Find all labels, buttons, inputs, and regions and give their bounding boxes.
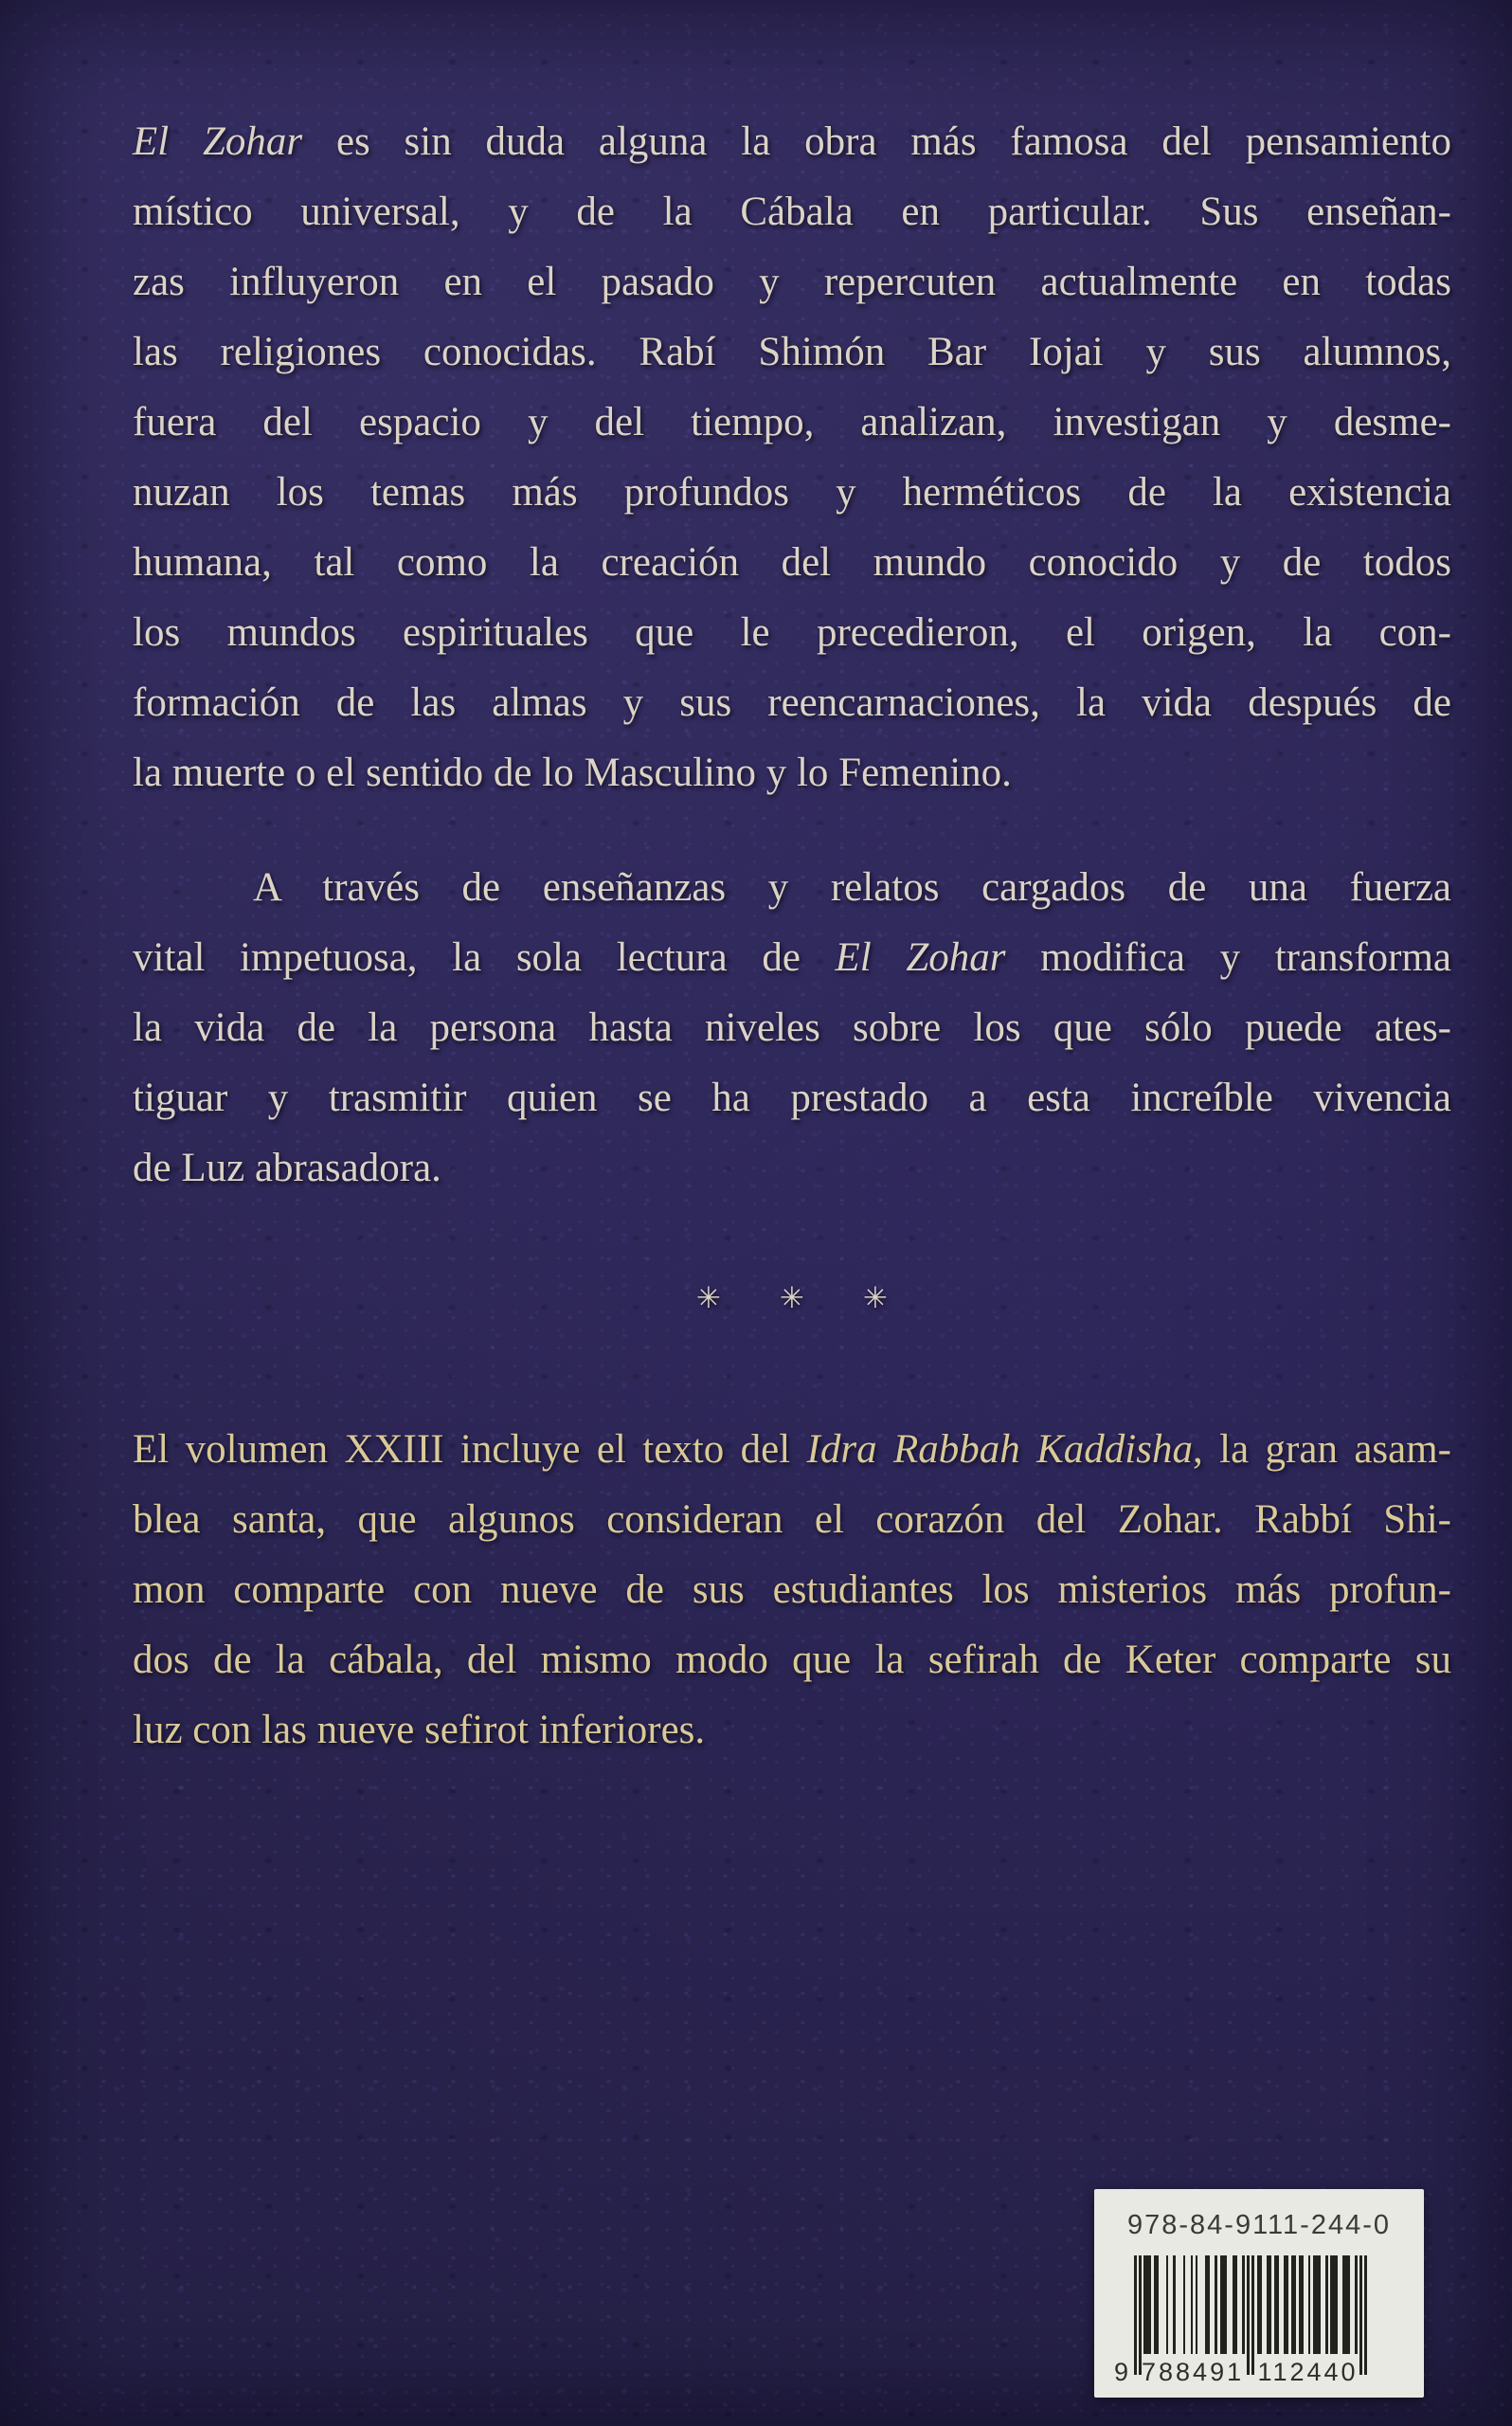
barcode-bar bbox=[1234, 2255, 1237, 2354]
text-line bbox=[133, 1133, 1451, 1204]
barcode-bar bbox=[1242, 2255, 1245, 2354]
text-line bbox=[133, 177, 1451, 247]
text-line bbox=[133, 458, 1451, 528]
barcode-bar bbox=[1208, 2255, 1211, 2354]
text-line bbox=[133, 247, 1451, 317]
barcode-digits-right: 112440 bbox=[1257, 2358, 1359, 2386]
text-line bbox=[133, 993, 1451, 1063]
barcode-bar bbox=[1347, 2255, 1350, 2354]
text-segment: , la gran asam- bbox=[1193, 1427, 1452, 1472]
text-segment: mon comparte con nueve de sus estudiantes los misterios más profun- bbox=[133, 1567, 1451, 1612]
barcode-bar bbox=[1196, 2255, 1198, 2354]
italic-title-text: El Zohar bbox=[835, 935, 1006, 980]
barcode-bar bbox=[1318, 2255, 1321, 2354]
text-segment: blea santa, que algunos consideran el corazón del Zohar. Rabbí Shi- bbox=[133, 1497, 1451, 1542]
text-line bbox=[133, 528, 1451, 598]
text-segment: místico universal, y de la Cábala en particular. Sus enseñan- bbox=[133, 190, 1451, 234]
text-line bbox=[133, 1063, 1451, 1133]
barcode-bar bbox=[1215, 2255, 1217, 2354]
barcode-bar bbox=[1325, 2255, 1328, 2354]
asterisk-icon: ✳ bbox=[780, 1281, 804, 1315]
text-segment: las religiones conocidas. Rabí Shimón Bar Iojai y sus alumnos, bbox=[133, 330, 1451, 374]
barcode-bar bbox=[1269, 2255, 1271, 2354]
text-segment: El volumen XXIII incluye el texto del bbox=[133, 1427, 807, 1472]
barcode-bar bbox=[1225, 2255, 1228, 2354]
text-segment: de Luz abrasadora. bbox=[133, 1146, 441, 1190]
text-segment: vital impetuosa, la sola lectura de bbox=[133, 935, 836, 980]
barcode-bar bbox=[1287, 2255, 1289, 2354]
barcode-bar bbox=[1259, 2255, 1262, 2354]
text-line bbox=[133, 107, 1451, 177]
barcode-bar bbox=[1301, 2255, 1304, 2354]
text-line bbox=[133, 668, 1451, 738]
text-segment: dos de la cábala, del mismo modo que la sefirah de Keter comparte su bbox=[133, 1638, 1451, 1682]
synopsis-text-block bbox=[133, 107, 1451, 1765]
barcode-bar bbox=[1191, 2255, 1194, 2354]
barcode-bar bbox=[1156, 2255, 1159, 2354]
barcode-bar bbox=[1149, 2255, 1152, 2354]
italic-title-text: Idra Rabbah Kaddisha bbox=[806, 1427, 1193, 1472]
text-line bbox=[133, 1695, 1451, 1765]
barcode-bar bbox=[1293, 2255, 1296, 2354]
text-segment: formación de las almas y sus reencarnaciones, la vida después de bbox=[133, 680, 1451, 725]
text-line bbox=[133, 388, 1451, 458]
isbn-barcode-label bbox=[1094, 2189, 1424, 2398]
barcode-bar bbox=[1276, 2255, 1279, 2354]
volume-description-paragraph bbox=[133, 1415, 1451, 1765]
text-segment: modifica y transforma bbox=[1005, 935, 1451, 980]
text-segment: la vida de la persona hasta niveles sobre los que sólo puede ates- bbox=[133, 1005, 1451, 1050]
text-segment: tiguar y trasmitir quien se ha prestado a esta increíble vivencia bbox=[133, 1076, 1451, 1120]
text-segment: la muerte o el sentido de lo Masculino y lo Femenino. bbox=[133, 751, 1012, 795]
text-line bbox=[133, 1625, 1451, 1695]
text-line bbox=[133, 853, 1451, 923]
text-line bbox=[133, 738, 1451, 808]
asterisk-separator bbox=[133, 1262, 1451, 1334]
barcode-bar bbox=[1355, 2255, 1358, 2354]
text-line bbox=[133, 1555, 1451, 1625]
text-segment: humana, tal como la creación del mundo conocido y de todos bbox=[133, 540, 1451, 585]
text-line bbox=[133, 923, 1451, 993]
barcode-bar bbox=[1173, 2255, 1176, 2354]
text-segment: nuzan los temas más profundos y herméticos de la existencia bbox=[133, 470, 1451, 515]
asterisk-icon: ✳ bbox=[862, 1281, 888, 1315]
text-segment: luz con las nueve sefirot inferiores. bbox=[133, 1708, 706, 1752]
italic-title-text: El Zohar bbox=[133, 119, 303, 164]
text-segment: A través de enseñanzas y relatos cargados de una fuerza bbox=[253, 865, 1451, 910]
text-segment: zas influyeron en el pasado y repercuten actualmente en todas bbox=[133, 260, 1451, 304]
barcode-digits-left: 788491 bbox=[1142, 2358, 1245, 2386]
text-segment: es sin duda alguna la obra más famosa del pensamiento bbox=[302, 119, 1451, 164]
text-line bbox=[133, 598, 1451, 668]
text-line bbox=[133, 317, 1451, 388]
synopsis-paragraph-1 bbox=[133, 107, 1451, 808]
barcode-bar bbox=[1166, 2255, 1169, 2354]
text-line bbox=[133, 1415, 1451, 1485]
barcode-bar bbox=[1308, 2255, 1311, 2354]
barcode-digits bbox=[1094, 2358, 1424, 2386]
text-line bbox=[133, 1485, 1451, 1555]
isbn-number: 978-84-9111-244-0 bbox=[1127, 2210, 1391, 2240]
synopsis-paragraph-2 bbox=[133, 853, 1451, 1204]
barcode-digit-lead: 9 bbox=[1113, 2358, 1128, 2386]
barcode-bar bbox=[1183, 2255, 1186, 2354]
text-segment: los mundos espirituales que le precedieron, el origen, la con- bbox=[133, 610, 1451, 655]
barcode-bar bbox=[1335, 2255, 1338, 2354]
text-segment: fuera del espacio y del tiempo, analizan, investigan y desme- bbox=[133, 400, 1451, 444]
asterisk-icon: ✳ bbox=[696, 1281, 721, 1315]
